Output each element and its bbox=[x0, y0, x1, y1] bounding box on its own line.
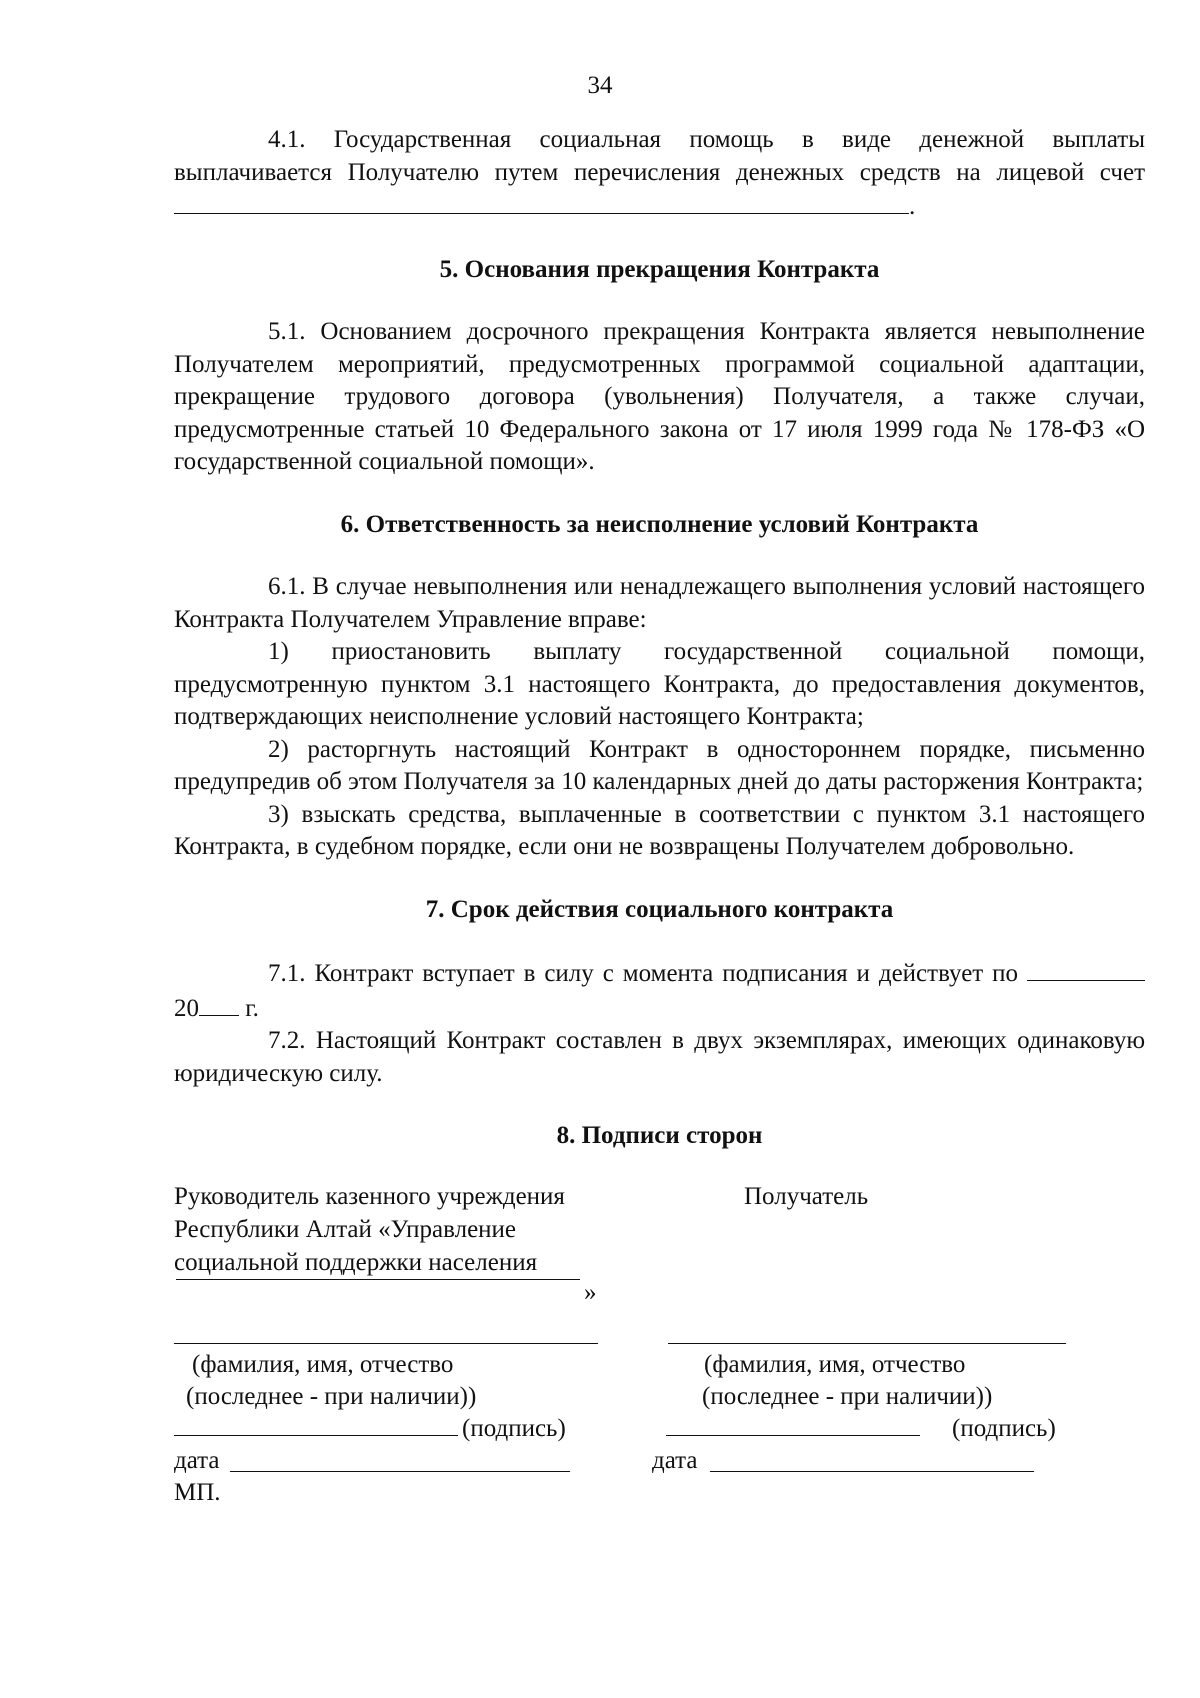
left-fio-line bbox=[174, 1343, 598, 1344]
stamp-label: МП. bbox=[174, 1478, 221, 1506]
org-name-blank bbox=[176, 1279, 580, 1280]
left-date-label: дата bbox=[174, 1446, 220, 1474]
clause-4-1-text: 4.1. Государственная социальная помощь в виде денежной выплаты выплачивается Получателю путем перечисления денежных средств на лицевой счет bbox=[174, 126, 1145, 186]
clause-6-1-item-2: 2) расторгнуть настоящий Контракт в одностороннем порядке, письменно предупредив об этом Получателя за 10 календарных дней до даты расторжения Контракта; bbox=[174, 735, 1145, 795]
left-org-line-2: Республики Алтай «Управление bbox=[174, 1215, 517, 1243]
right-sign-line bbox=[666, 1435, 920, 1436]
clause-4-1-end: . bbox=[909, 193, 916, 220]
left-org-line-1: Руководитель казенного учреждения bbox=[174, 1182, 565, 1210]
left-sign-label: (подпись) bbox=[462, 1414, 566, 1442]
right-fio-line bbox=[668, 1343, 1066, 1344]
section-7-title: 7. Срок действия социального контракта bbox=[425, 895, 894, 923]
clause-7-1-text: 7.1. Контракт вступает в силу с момента подписания и действует по bbox=[268, 960, 1019, 987]
clause-4-1 bbox=[174, 124, 1145, 224]
clause-7-1 bbox=[174, 956, 1145, 1025]
right-date-line bbox=[710, 1471, 1034, 1472]
clause-6-1-item-1: 1) приостановить выплату государственной социальной помощи, предусмотренную пунктом 3.1 настоящего Контракта, до предоставления документов, подтверждающих неисполнение условий настоящего Контракта; bbox=[174, 638, 1145, 730]
section-5-title: 5. Основания прекращения Контракта bbox=[439, 255, 880, 283]
left-date-line bbox=[230, 1471, 570, 1472]
clause-7-2: 7.2. Настоящий Контракт составлен в двух экземплярах, имеющих одинаковую юридическую силу. bbox=[174, 1027, 1145, 1087]
account-blank bbox=[174, 189, 909, 214]
clause-5-1: 5.1. Основанием досрочного прекращения Контракта является невыполнение Получателем мероприятий, предусмотренных программой социальной адаптации, прекращение трудового договора (увольнения) Получателя, а также случаи, предусмотренные статьей 10 Федерального закона от 17 июля 1999 года № 178-ФЗ «О государственной социальной помощи». bbox=[174, 318, 1145, 475]
year-prefix: 20 bbox=[174, 994, 199, 1022]
left-fio-label-1: (фамилия, имя, отчество bbox=[192, 1350, 454, 1378]
clause-6-1-item-3: 3) взыскать средства, выплаченные в соответствии с пунктом 3.1 настоящего Контракта, в судебном порядке, если они не возвращены Получателем добровольно. bbox=[174, 800, 1145, 860]
section-6-title: 6. Ответственность за неисполнение условий Контракта bbox=[340, 510, 979, 538]
year-blank bbox=[199, 991, 239, 1016]
signatures-block bbox=[174, 1181, 1145, 1541]
section-8-title: 8. Подписи сторон bbox=[556, 1122, 763, 1149]
left-fio-label-2: (последнее - при наличии)) bbox=[186, 1382, 477, 1410]
left-sign-line bbox=[174, 1435, 458, 1436]
page-number: 34 bbox=[587, 72, 613, 99]
clause-6-1: 6.1. В случае невыполнения или ненадлежащего выполнения условий настоящего Контракта Получателем Управление вправе: bbox=[174, 573, 1145, 633]
year-suffix: г. bbox=[245, 994, 259, 1022]
date-blank bbox=[1027, 956, 1145, 981]
right-fio-label-1: (фамилия, имя, отчество bbox=[704, 1350, 966, 1378]
recipient-title: Получатель bbox=[744, 1182, 869, 1210]
document-body bbox=[174, 124, 1145, 1541]
right-date-label: дата bbox=[652, 1446, 698, 1474]
left-quote: » bbox=[584, 1278, 597, 1306]
right-sign-label: (подпись) bbox=[952, 1414, 1056, 1442]
left-org-line-3: социальной поддержки населения bbox=[174, 1248, 538, 1276]
right-fio-label-2: (последнее - при наличии)) bbox=[702, 1382, 993, 1410]
